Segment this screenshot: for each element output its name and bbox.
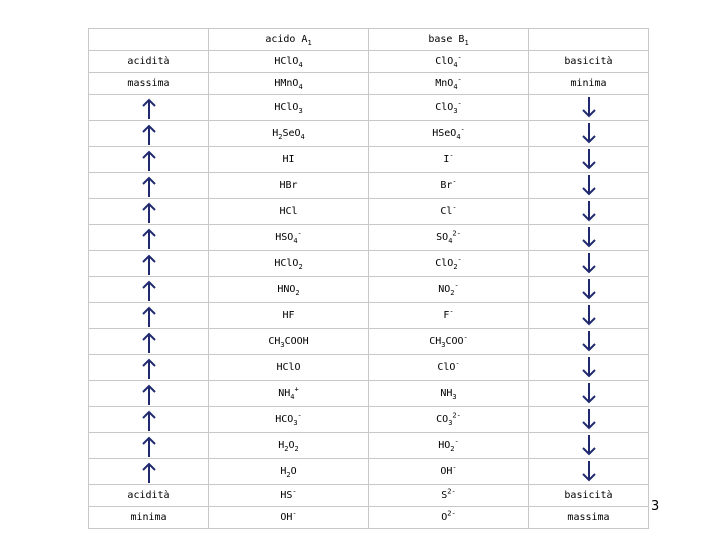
acid-formula-cell <box>209 199 369 225</box>
right-arrow-cell <box>529 225 649 251</box>
base-part: ClO <box>437 362 456 373</box>
table-row <box>89 51 649 73</box>
left-arrow-cell <box>89 121 209 147</box>
acid-formula-cell <box>209 329 369 355</box>
acid-part: HCO <box>275 414 294 425</box>
acid-part-tail: O <box>288 440 295 451</box>
base-part: HO <box>438 440 451 451</box>
acid-part: CH <box>268 336 281 347</box>
base-part-sup: - <box>457 75 462 84</box>
acid-formula-cell <box>209 433 369 459</box>
acid-formula-cell <box>209 251 369 277</box>
base-part-sub: 3 <box>448 419 453 427</box>
right-arrow-cell <box>529 277 649 303</box>
arrow-up-icon <box>141 279 157 301</box>
acid-formula-cell <box>209 121 369 147</box>
table-row <box>89 407 649 433</box>
acid-formula-cell <box>209 277 369 303</box>
arrow-down-icon <box>581 305 597 327</box>
header-row <box>89 29 649 51</box>
arrow-down-icon <box>581 97 597 119</box>
left-arrow-cell <box>89 381 209 407</box>
arrow-up-icon <box>141 305 157 327</box>
arrow-down-icon <box>581 357 597 379</box>
acid-formula-cell <box>209 51 369 73</box>
left-arrow-cell <box>89 433 209 459</box>
table-row <box>89 121 649 147</box>
left-label-cell: massima <box>89 73 209 95</box>
arrow-up-icon <box>141 97 157 119</box>
acid-formula-cell <box>209 459 369 485</box>
left-arrow-cell <box>89 329 209 355</box>
left-arrow-cell <box>89 199 209 225</box>
page-number: 3 <box>651 499 660 514</box>
base-part: CO <box>436 414 449 425</box>
arrow-up-icon <box>141 331 157 353</box>
base-part: NH <box>440 388 453 399</box>
base-part-sup: - <box>452 203 457 212</box>
right-arrow-cell <box>529 251 649 277</box>
acid-formula-cell <box>209 173 369 199</box>
acid-part-sup: - <box>297 229 302 238</box>
acid-part-sub2: 2 <box>294 445 299 453</box>
acid-part-tail: O <box>290 466 297 477</box>
acid-formula-cell <box>209 355 369 381</box>
header-acid-sub: 1 <box>307 39 312 47</box>
acid-formula-cell <box>209 95 369 121</box>
table-row <box>89 95 649 121</box>
base-part: NO <box>438 284 451 295</box>
left-arrow-cell <box>89 277 209 303</box>
table-body <box>89 29 649 529</box>
acid-part-sup: - <box>292 487 297 496</box>
acid-part-sub: 2 <box>298 263 303 271</box>
left-label-cell: acidità <box>89 51 209 73</box>
acid-part: HNO <box>277 284 296 295</box>
acid-part-sub: 2 <box>295 289 300 297</box>
table-row <box>89 173 649 199</box>
right-label-cell: minima <box>529 73 649 95</box>
base-part-sub: 2 <box>453 263 458 271</box>
header-acid-label: acido A <box>265 34 308 45</box>
acid-formula-cell <box>209 73 369 95</box>
base-formula-cell <box>369 277 529 303</box>
arrow-down-icon <box>581 175 597 197</box>
base-formula-cell <box>369 381 529 407</box>
base-part-sup: - <box>454 437 459 446</box>
header-base <box>369 29 529 51</box>
header-base-label: base B <box>428 34 465 45</box>
arrow-up-icon <box>141 149 157 171</box>
left-arrow-cell <box>89 303 209 329</box>
acid-formula-cell <box>209 303 369 329</box>
base-formula-cell <box>369 459 529 485</box>
base-part: HSeO <box>432 128 457 139</box>
table-row <box>89 277 649 303</box>
arrow-up-icon <box>141 201 157 223</box>
right-arrow-cell <box>529 329 649 355</box>
acid-part: HMnO <box>274 78 299 89</box>
base-part: ClO <box>435 102 454 113</box>
base-formula-cell <box>369 407 529 433</box>
left-arrow-cell <box>89 459 209 485</box>
left-arrow-cell <box>89 147 209 173</box>
arrow-down-icon <box>581 435 597 457</box>
acid-part-sup: + <box>294 385 299 394</box>
acid-part-sub: 4 <box>293 237 298 245</box>
base-part-sup: - <box>455 359 460 368</box>
arrow-up-icon <box>141 435 157 457</box>
acid-part-sub: 4 <box>298 83 303 91</box>
base-part-sup: - <box>452 177 457 186</box>
base-part-sup: 2- <box>452 229 461 238</box>
acid-formula-cell <box>209 485 369 507</box>
acid-formula-cell <box>209 407 369 433</box>
base-part-sup: 2- <box>447 487 456 496</box>
arrow-down-icon <box>581 123 597 145</box>
base-part: OH <box>440 466 453 477</box>
right-arrow-cell <box>529 433 649 459</box>
table-row <box>89 329 649 355</box>
acid-formula-cell <box>209 507 369 529</box>
base-part: O <box>441 512 448 523</box>
base-part-sub: 4 <box>453 83 458 91</box>
base-part-sub: 2 <box>450 289 455 297</box>
acid-part: HBr <box>279 180 298 191</box>
right-arrow-cell <box>529 407 649 433</box>
acid-formula-cell <box>209 225 369 251</box>
base-part-sup: - <box>463 333 468 342</box>
arrow-down-icon <box>581 201 597 223</box>
base-part: SO <box>436 232 449 243</box>
table-row <box>89 225 649 251</box>
right-label-cell: basicità <box>529 51 649 73</box>
base-part-sub: 3 <box>453 107 458 115</box>
base-formula-cell <box>369 95 529 121</box>
acid-part: HI <box>282 154 295 165</box>
acid-part: H <box>272 128 279 139</box>
arrow-down-icon <box>581 409 597 431</box>
base-part-tail: COO <box>445 336 464 347</box>
arrow-down-icon <box>581 227 597 249</box>
acid-part-sup: - <box>292 509 297 518</box>
arrow-down-icon <box>581 279 597 301</box>
left-arrow-cell <box>89 95 209 121</box>
right-arrow-cell <box>529 199 649 225</box>
base-formula-cell <box>369 173 529 199</box>
base-formula-cell <box>369 485 529 507</box>
base-part-sup: 2- <box>447 509 456 518</box>
acid-part: HClO <box>276 362 301 373</box>
base-formula-cell <box>369 225 529 251</box>
arrow-up-icon <box>141 227 157 249</box>
arrow-down-icon <box>581 253 597 275</box>
table-row <box>89 355 649 381</box>
left-arrow-cell <box>89 173 209 199</box>
table-row <box>89 303 649 329</box>
acid-part-sub: 2 <box>284 445 289 453</box>
table-row <box>89 147 649 173</box>
acid-part-tail: COOH <box>284 336 309 347</box>
base-formula-cell <box>369 507 529 529</box>
arrow-down-icon <box>581 149 597 171</box>
arrow-up-icon <box>141 409 157 431</box>
right-arrow-cell <box>529 95 649 121</box>
base-formula-cell <box>369 51 529 73</box>
acid-part-sub: 3 <box>293 419 298 427</box>
base-part: CH <box>429 336 442 347</box>
acid-part: HClO <box>274 56 299 67</box>
base-part-sup: - <box>457 255 462 264</box>
table-row <box>89 73 649 95</box>
acid-part: H <box>280 466 287 477</box>
base-part-sup: - <box>457 53 462 62</box>
acid-part: H <box>278 440 285 451</box>
header-empty-right <box>529 29 649 51</box>
acid-part-sub: 2 <box>286 471 291 479</box>
base-part-sub: 4 <box>456 133 461 141</box>
table-row <box>89 433 649 459</box>
left-arrow-cell <box>89 251 209 277</box>
base-formula-cell <box>369 199 529 225</box>
base-part: S <box>441 490 448 501</box>
left-arrow-cell <box>89 355 209 381</box>
table-row <box>89 381 649 407</box>
right-label-cell: massima <box>529 507 649 529</box>
base-part: MnO <box>435 78 454 89</box>
base-part: Cl <box>440 206 453 217</box>
acid-part-sub2: 4 <box>300 133 305 141</box>
left-label-cell: minima <box>89 507 209 529</box>
acid-part: HF <box>282 310 295 321</box>
acid-part: HClO <box>274 258 299 269</box>
arrow-up-icon <box>141 461 157 483</box>
right-arrow-cell <box>529 121 649 147</box>
base-part-sub: 4 <box>453 61 458 69</box>
acid-part-sub: 4 <box>290 393 295 401</box>
acid-part-sub: 2 <box>278 133 283 141</box>
header-empty-left <box>89 29 209 51</box>
base-part: I <box>443 154 450 165</box>
base-part: ClO <box>435 258 454 269</box>
left-arrow-cell <box>89 407 209 433</box>
right-label-cell: basicità <box>529 485 649 507</box>
acid-part: NH <box>278 388 291 399</box>
base-part-sup: - <box>454 281 459 290</box>
acid-part-sub: 4 <box>298 61 303 69</box>
base-formula-cell <box>369 147 529 173</box>
base-formula-cell <box>369 121 529 147</box>
right-arrow-cell <box>529 303 649 329</box>
acid-part-tail: SeO <box>282 128 301 139</box>
acid-part-sub: 3 <box>298 107 303 115</box>
base-part-sub: 3 <box>441 341 446 349</box>
table-row <box>89 485 649 507</box>
acid-formula-cell <box>209 147 369 173</box>
acid-part: HCl <box>279 206 298 217</box>
base-part-sup: - <box>449 307 454 316</box>
base-formula-cell <box>369 355 529 381</box>
base-formula-cell <box>369 303 529 329</box>
base-part-sub: 3 <box>452 393 457 401</box>
acid-base-table <box>88 28 649 529</box>
acid-part-sub: 3 <box>280 341 285 349</box>
base-part-sup: - <box>449 151 454 160</box>
acid-part: HClO <box>274 102 299 113</box>
acid-part: OH <box>280 512 293 523</box>
arrow-up-icon <box>141 123 157 145</box>
base-part: F <box>443 310 450 321</box>
acid-part-sup: - <box>297 411 302 420</box>
header-base-sub: 1 <box>464 39 469 47</box>
acid-part: HSO <box>275 232 294 243</box>
table-row <box>89 507 649 529</box>
right-arrow-cell <box>529 355 649 381</box>
base-formula-cell <box>369 433 529 459</box>
arrow-up-icon <box>141 175 157 197</box>
right-arrow-cell <box>529 459 649 485</box>
table-row <box>89 459 649 485</box>
base-part-sup: 2- <box>452 411 461 420</box>
base-formula-cell <box>369 73 529 95</box>
base-formula-cell <box>369 251 529 277</box>
header-acid <box>209 29 369 51</box>
table-row <box>89 251 649 277</box>
right-arrow-cell <box>529 147 649 173</box>
arrow-up-icon <box>141 383 157 405</box>
arrow-down-icon <box>581 331 597 353</box>
arrow-up-icon <box>141 253 157 275</box>
left-arrow-cell <box>89 225 209 251</box>
left-label-cell: acidità <box>89 485 209 507</box>
base-part-sub: 2 <box>450 445 455 453</box>
base-part: Br <box>440 180 453 191</box>
right-arrow-cell <box>529 173 649 199</box>
arrow-up-icon <box>141 357 157 379</box>
base-part-sup: - <box>452 463 457 472</box>
base-part-sub: 4 <box>448 237 453 245</box>
right-arrow-cell <box>529 381 649 407</box>
table-row <box>89 199 649 225</box>
arrow-down-icon <box>581 383 597 405</box>
acid-part: HS <box>280 490 293 501</box>
base-part: ClO <box>435 56 454 67</box>
arrow-down-icon <box>581 461 597 483</box>
acid-formula-cell <box>209 381 369 407</box>
base-formula-cell <box>369 329 529 355</box>
base-part-sup: - <box>460 125 465 134</box>
base-part-sup: - <box>457 99 462 108</box>
